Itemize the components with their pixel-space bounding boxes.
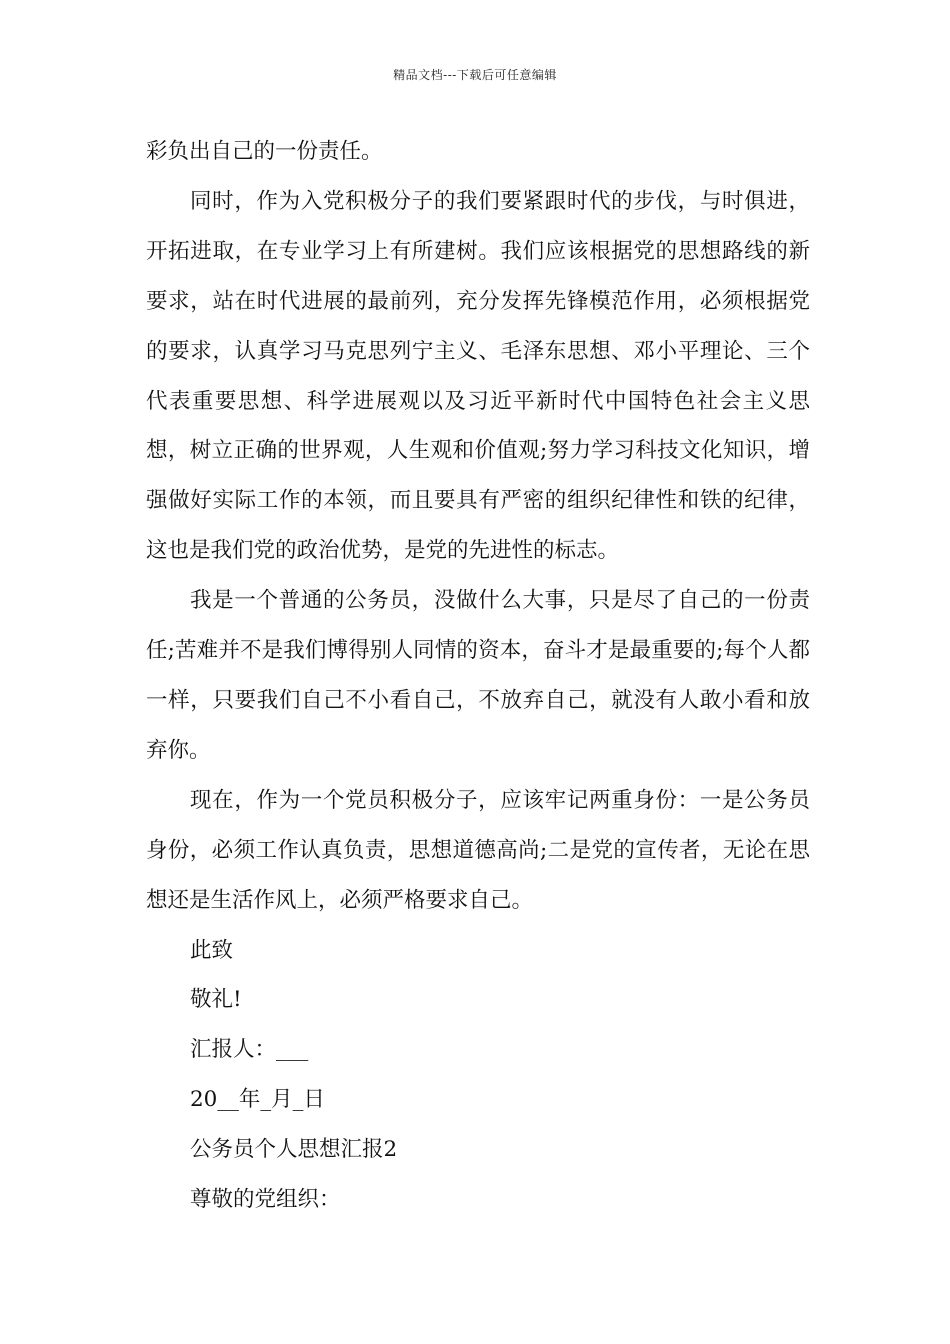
closing-salutation: 此致: [190, 937, 234, 963]
document-body: [146, 127, 810, 1225]
paragraph-ordinary-civil-servant: 我是一个普通的公务员，没做什么大事，只是尽了自己的一份责任;苦难并不是我们博得别人同情的资本，奋斗才是最重要的;每个人都一样，只要我们自己不小看自己，不放弃自己，就没有人敢小看和放弃你。: [146, 588, 810, 763]
reporter-line: 汇报人：___: [190, 1037, 309, 1063]
paragraph-dual-identity: 现在，作为一个党员积极分子，应该牢记两重身份：一是公务员身份，必须工作认真负责，思想道德高尚;二是党的宣传者，无论在思想还是生活作风上，必须严格要求自己。: [146, 787, 810, 913]
section-title: 公务员个人思想汇报2: [190, 1137, 398, 1163]
page-header: 精品文档---下载后可任意编辑: [393, 68, 557, 82]
paragraph-study: 同时，作为入党积极分子的我们要紧跟时代的步伐，与时俱进，开拓进取，在专业学习上有所建树。我们应该根据党的思想路线的新要求，站在时代进展的最前列，充分发挥先锋模范作用，必须根据党的要求，认真学习马克思列宁主义、毛泽东思想、邓小平理论、三个代表重要思想、科学进展观以及习近平新时代中国特色社会主义思想，树立正确的世界观，人生观和价值观;努力学习科技文化知识，增强做好实际工作的本领，而且要具有严密的组织纪律性和铁的纪律，这也是我们党的政治优势，是党的先进性的标志。: [146, 188, 810, 564]
greeting-line: 尊敬的党组织：: [190, 1187, 341, 1213]
paragraph-continuation: 彩负出自己的一份责任。: [146, 139, 383, 164]
date-line: 20__年_月_日: [190, 1087, 325, 1113]
closing-respect: 敬礼!: [190, 987, 242, 1013]
